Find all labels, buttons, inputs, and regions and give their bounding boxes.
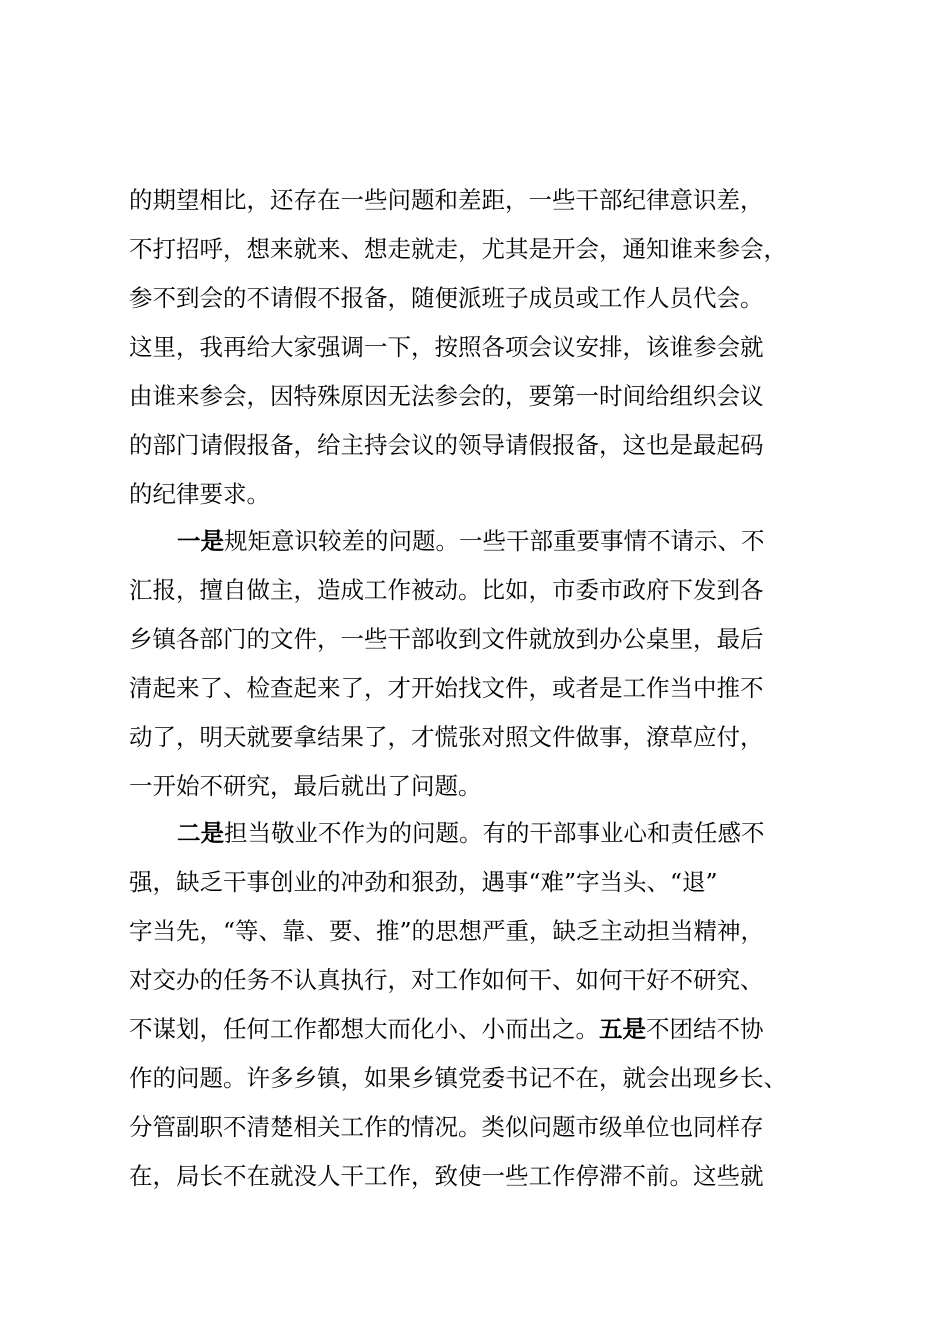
point-lead-bold: 二是 bbox=[177, 819, 224, 847]
text-run: 规矩意识较差的问题。一些干部重要事情不请示、不 bbox=[224, 527, 765, 555]
text-line: 的部门请假报备，给主持会议的领导请假报备，这也是最起码 bbox=[129, 431, 764, 459]
text-line: 的纪律要求。 bbox=[129, 480, 270, 508]
text-run: 不团结不协 bbox=[646, 1015, 764, 1043]
point-lead-bold: 一是 bbox=[177, 527, 224, 555]
text-line: 清起来了、检查起来了，才开始找文件，或者是工作当中推不 bbox=[129, 674, 764, 702]
paragraph-discipline bbox=[129, 176, 849, 517]
text-line: 汇报，擅自做主，造成工作被动。比如，市委市政府下发到各 bbox=[129, 576, 764, 604]
text-line: 参不到会的不请假不报备，随便派班子成员或工作人员代会。 bbox=[129, 284, 764, 312]
text-line: 这里，我再给大家强调一下，按照各项会议安排，该谁参会就 bbox=[129, 333, 764, 361]
text-line: 作的问题。许多乡镇，如果乡镇党委书记不在，就会出现乡长、 bbox=[129, 1064, 787, 1092]
text-line-mixed bbox=[129, 1005, 849, 1054]
text-line: 强，缺乏干事创业的冲劲和狠劲，遇事“难”字当头、“退” bbox=[129, 868, 718, 896]
document-body bbox=[129, 176, 849, 1201]
paragraph-point-two bbox=[129, 809, 849, 1201]
text-run: 担当敬业不作为的问题。有的干部事业心和责任感不 bbox=[224, 819, 765, 847]
point-lead-bold: 五是 bbox=[599, 1015, 646, 1043]
text-line: 分管副职不清楚相关工作的情况。类似问题市级单位也同样存 bbox=[129, 1113, 764, 1141]
text-line: 对交办的任务不认真执行，对工作如何干、如何干好不研究、 bbox=[129, 966, 764, 994]
text-line-first bbox=[129, 517, 849, 566]
text-run: 不谋划，任何工作都想大而化小、小而出之。 bbox=[129, 1015, 599, 1043]
text-line: 乡镇各部门的文件，一些干部收到文件就放到办公桌里，最后 bbox=[129, 625, 764, 653]
paragraph-point-one bbox=[129, 517, 849, 809]
text-line: 不打招呼，想来就来、想走就走，尤其是开会，通知谁来参会， bbox=[129, 235, 787, 263]
text-line-first bbox=[129, 809, 849, 858]
text-line: 在，局长不在就没人干工作，致使一些工作停滞不前。这些就 bbox=[129, 1162, 764, 1190]
text-line: 由谁来参会，因特殊原因无法参会的，要第一时间给组织会议 bbox=[129, 382, 764, 410]
text-line: 字当先，“等、靠、要、推”的思想严重，缺乏主动担当精神， bbox=[129, 917, 765, 945]
text-line: 动了，明天就要拿结果了，才慌张对照文件做事，潦草应付， bbox=[129, 723, 764, 751]
text-line: 的期望相比，还存在一些问题和差距，一些干部纪律意识差， bbox=[129, 186, 764, 214]
text-line: 一开始不研究，最后就出了问题。 bbox=[129, 772, 482, 800]
